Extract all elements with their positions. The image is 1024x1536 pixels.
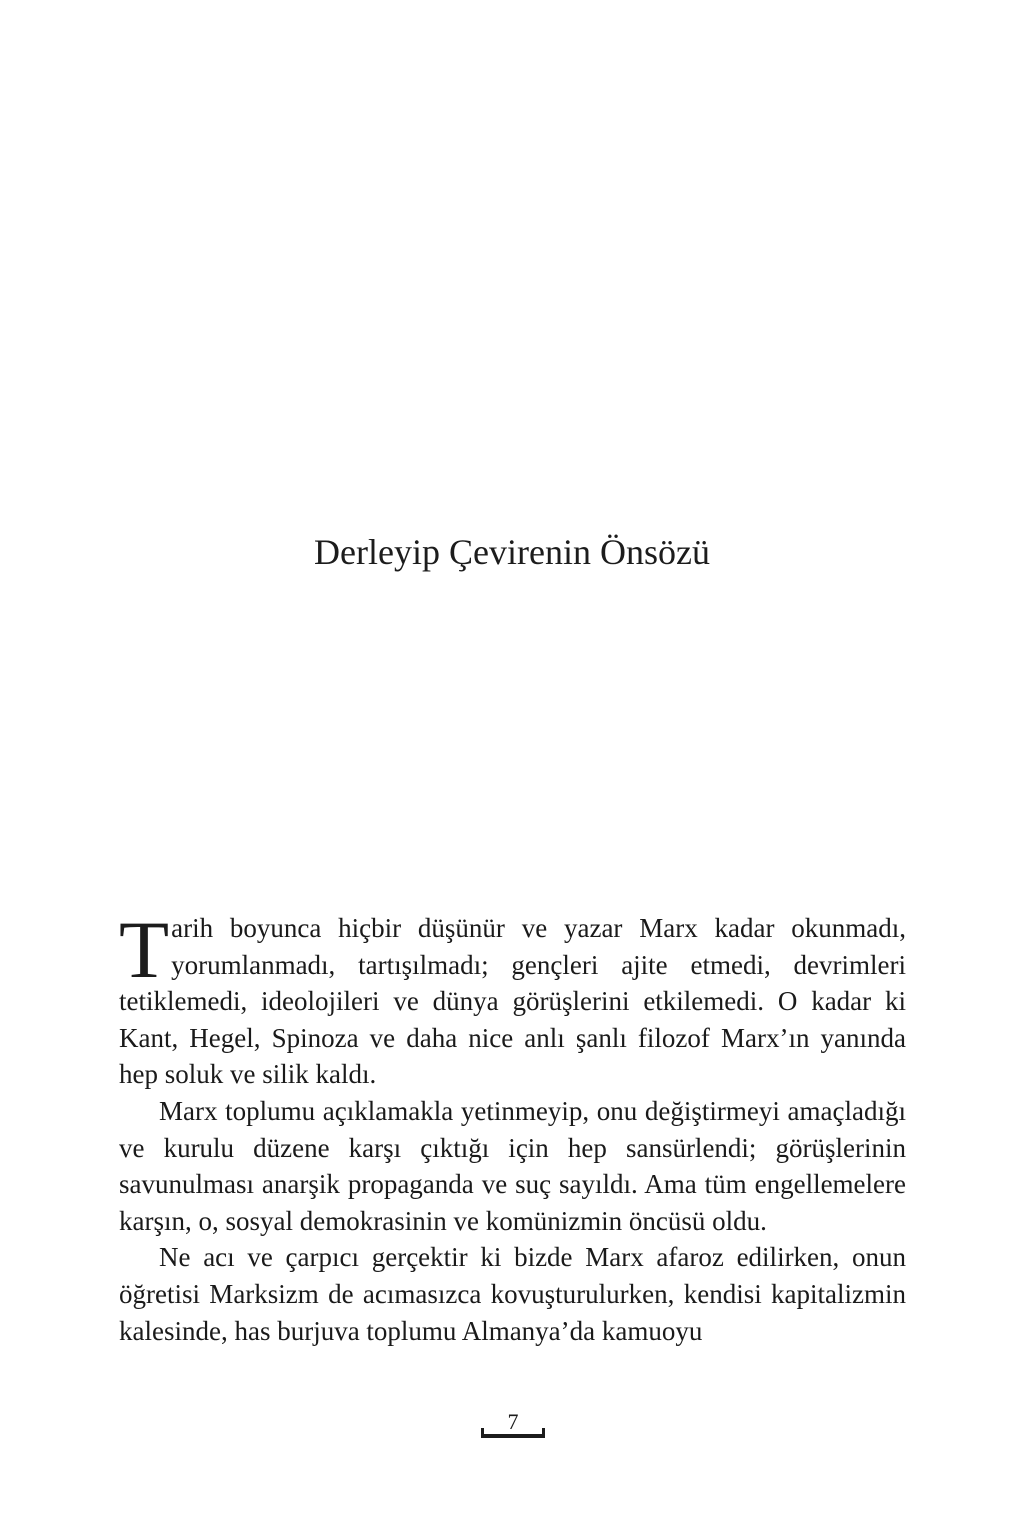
body-text bbox=[119, 904, 906, 1349]
paragraph-2: Marx toplumu açıklamakla yetinmeyip, onu değiştirmeyi amaçladığı ve kurulu düzene karşı çıktığı için hep sansürlendi; görüşlerinin savunulması anarşik propaganda ve suç sayıldı. Ama tüm engellemelere karşın, o, sosyal demokrasinin ve komünizmin öncüsü oldu. bbox=[119, 1095, 906, 1236]
folio-rule bbox=[481, 1434, 545, 1438]
paragraph-1 bbox=[119, 904, 906, 1093]
drop-cap: T bbox=[119, 904, 170, 995]
folio-tick-left bbox=[481, 1428, 484, 1438]
chapter-title: Derleyip Çevirenin Önsözü bbox=[314, 532, 710, 572]
paragraph-1-text: arih boyunca hiçbir düşünür ve yazar Marx kadar okunmadı, yorumlanmadı, tartışılmadı; gençleri ajite etmedi, devrimleri tetiklemedi, ideolojileri ve dünya görüşlerini etkilemedi. O kadar ki Kant, Hegel, Spinoza ve daha nice anlı şanlı filozof Marx’ın yanında hep soluk ve silik kaldı. bbox=[119, 913, 906, 1090]
folio-tick-right bbox=[542, 1428, 545, 1438]
paragraph-3: Ne acı ve çarpıcı gerçektir ki bizde Marx afaroz edilirken, onun öğretisi Marksizm de acımasızca kovuşturulurken, kendisi kapitalizmin kalesinde, has burjuva toplumu Almanya’da kamuoyu bbox=[119, 1242, 906, 1346]
page-number-folio bbox=[481, 1410, 545, 1438]
page-number: 7 bbox=[507, 1409, 519, 1434]
